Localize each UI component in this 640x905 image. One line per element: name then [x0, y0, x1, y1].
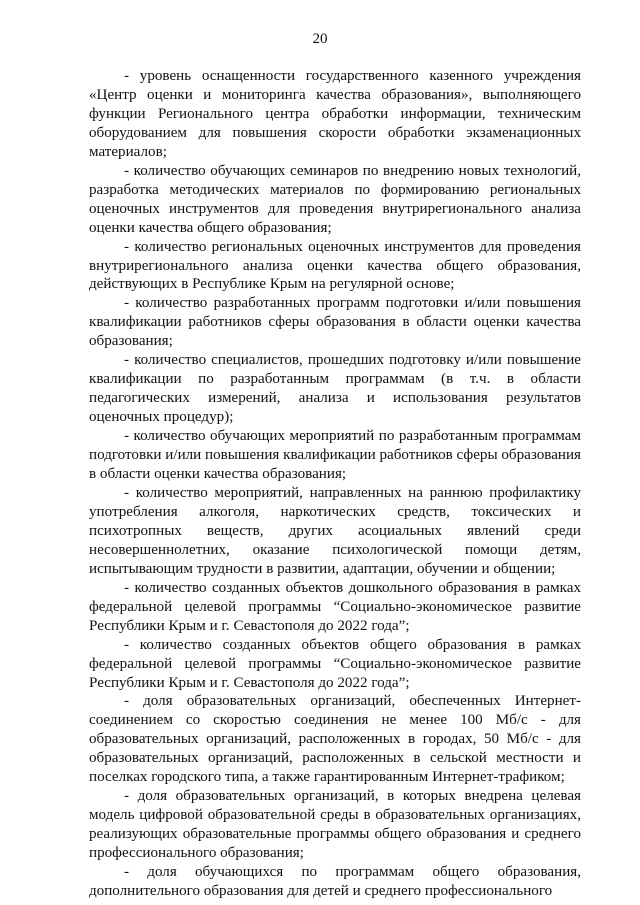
- paragraph-training-events: - количество обучающих мероприятий по разработанным программам подготовки и/или повышения квалификации работников сферы образования в области оценки качества образования;: [89, 428, 581, 483]
- paragraph-general-education-objects: - количество созданных объектов общего образования в рамках федеральной целевой программы “Социально-экономическое развитие Республики Крым и г. Севастополя до 2022 года”;: [89, 636, 581, 691]
- paragraph-specialists-trained: - количество специалистов, прошедших подготовку и/или повышение квалификации по разработанным программам (в т.ч. в области педагогических измерений, анализа и использования результатов оценочных процедур);: [89, 352, 581, 426]
- paragraph-digital-environment-share: - доля образовательных организаций, в которых внедрена целевая модель цифровой образовательной среды в образовательных организациях, реализующих образовательные программы общего образования и среднего профессионального образования;: [89, 788, 581, 862]
- paragraph-internet-share: - доля образовательных организаций, обеспеченных Интернет-соединением со скоростью соединения не менее 100 Мб/с - для образовательных организаций, расположенных в городах, 50 Мб/с - для образовательных организаций, расположенных в сельской местности и поселках городского типа, а также гарантированным Интернет-трафиком;: [89, 693, 581, 786]
- page-number: 20: [312, 31, 328, 47]
- paragraph-training-programs: - количество разработанных программ подготовки и/или повышения квалификации работников сферы образования в области оценки качества образования;: [89, 295, 581, 350]
- paragraph-students-share: - доля обучающихся по программам общего образования, дополнительного образования для детей и среднего профессионального: [89, 864, 581, 899]
- document-body: [89, 67, 581, 901]
- paragraph-regional-instruments: - количество региональных оценочных инструментов для проведения внутрирегионального анализа оценки качества общего образования, действующих в Республике Крым на регулярной основе;: [89, 238, 581, 293]
- paragraph-equipment-level: - уровень оснащенности государственного казенного учреждения «Центр оценки и мониторинга качества образования», выполняющего функции Регионального центра обработки информации, техническим оборудованием для повышения скорости обработки экзаменационных материалов;: [89, 68, 581, 160]
- paragraph-seminars-count: - количество обучающих семинаров по внедрению новых технологий, разработка методических материалов по формированию региональных оценочных инструментов для проведения внутрирегионального анализа оценки качества общего образования;: [89, 162, 581, 236]
- paragraph-preschool-objects: - количество созданных объектов дошкольного образования в рамках федеральной целевой программы “Социально-экономическое развитие Республики Крым и г. Севастополя до 2022 года”;: [89, 579, 581, 634]
- paragraph-prevention-events: - количество мероприятий, направленных на раннюю профилактику употребления алкоголя, наркотических средств, токсических и психотропных веществ, других асоциальных явлений среди несовершеннолетних, оказание психологической помощи детям, испытывающим трудности в развитии, адаптации, обучении и общении;: [89, 484, 581, 577]
